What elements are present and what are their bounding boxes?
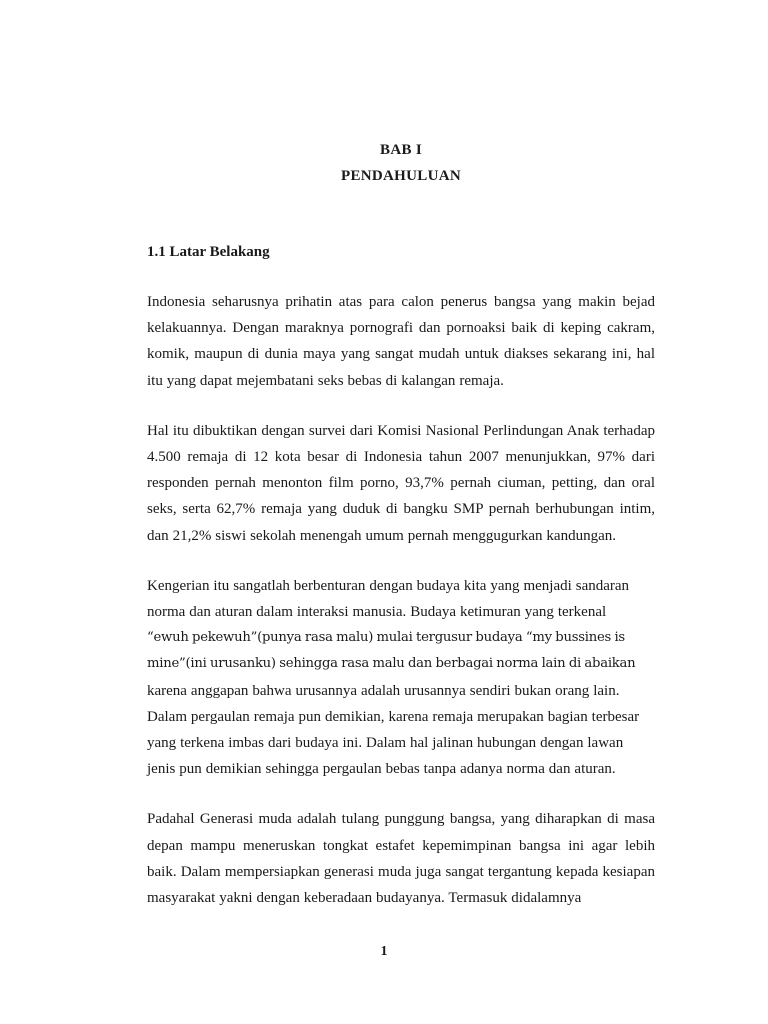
paragraph-3-line-8: jenis pun demikian sehingga pergaulan bebas tanpa adanya norma dan aturan. [147,761,616,778]
paragraph-3-line-6: Dalam pergaulan remaja pun demikian, karena remaja merupakan bagian terbesar [147,708,640,725]
paragraph-4-generasi-muda: Padahal Generasi muda adalah tulang punggung bangsa, yang diharapkan di masa depan mampu meneruskan tongkat estafet kepemimpinan bangsa ini agar lebih baik. Dalam mempersiapkan generasi muda juga sangat tergantung kepada kesiapan masyarakat yakni dengan keberadaan budayanya. Termasuk didalamnya [147,811,655,907]
paragraph-3-line-5: karena anggapan bahwa urusannya adalah urusannya sendiri bukan orang lain. [147,682,620,699]
page-number: 1 [380,944,388,959]
paragraph-2-survey-statistics: Hal itu dibuktikan dengan survei dari Komisi Nasional Perlindungan Anak terhadap 4.500 remaja di 12 kota besar di Indonesia tahun 2007 menunjukkan, 97% dari responden pernah menonton film porno, 93,7% pernah ciuman, petting, dan oral seks, serta 62,7% remaja yang duduk di bangku SMP pernah berhubungan intim, dan 21,2% siswi sekolah menengah umum pernah menggugurkan kandungan. [147,422,655,544]
paragraph-3-line-1: Kengerian itu sangatlah berbenturan dengan budaya kita yang menjadi sandaran [147,577,630,594]
section-heading-latar-belakang: 1.1 Latar Belakang [147,244,270,260]
paragraph-3-line-4-alt-font: mine”(ini urusanku) sehingga rasa malu dan berbagai norma lain di abaikan [147,656,636,672]
chapter-title: PENDAHULUAN [341,168,461,184]
paragraph-3-line-3-alt-font: “ewuh pekewuh”(punya rasa malu) mulai tergusur budaya “my bussines is [147,630,625,646]
chapter-label: BAB I [380,142,422,158]
paragraph-1: Indonesia seharusnya prihatin atas para calon penerus bangsa yang makin bejad kelakuannya. Dengan maraknya pornografi dan pornoaksi baik di keping cakram, komik, maupun di dunia maya yang sangat mudah untuk diakses sekarang ini, hal itu yang dapat mejembatani seks bebas di kalangan remaja. [147,294,655,389]
paragraph-3-budaya [147,573,655,783]
paragraph-3-line-2: norma dan aturan dalam interaksi manusia. Budaya ketimuran yang terkenal [147,604,607,621]
paragraph-3-line-7: yang terkena imbas dari budaya ini. Dalam hal jalinan hubungan dengan lawan [147,735,624,752]
page-content [147,0,655,926]
